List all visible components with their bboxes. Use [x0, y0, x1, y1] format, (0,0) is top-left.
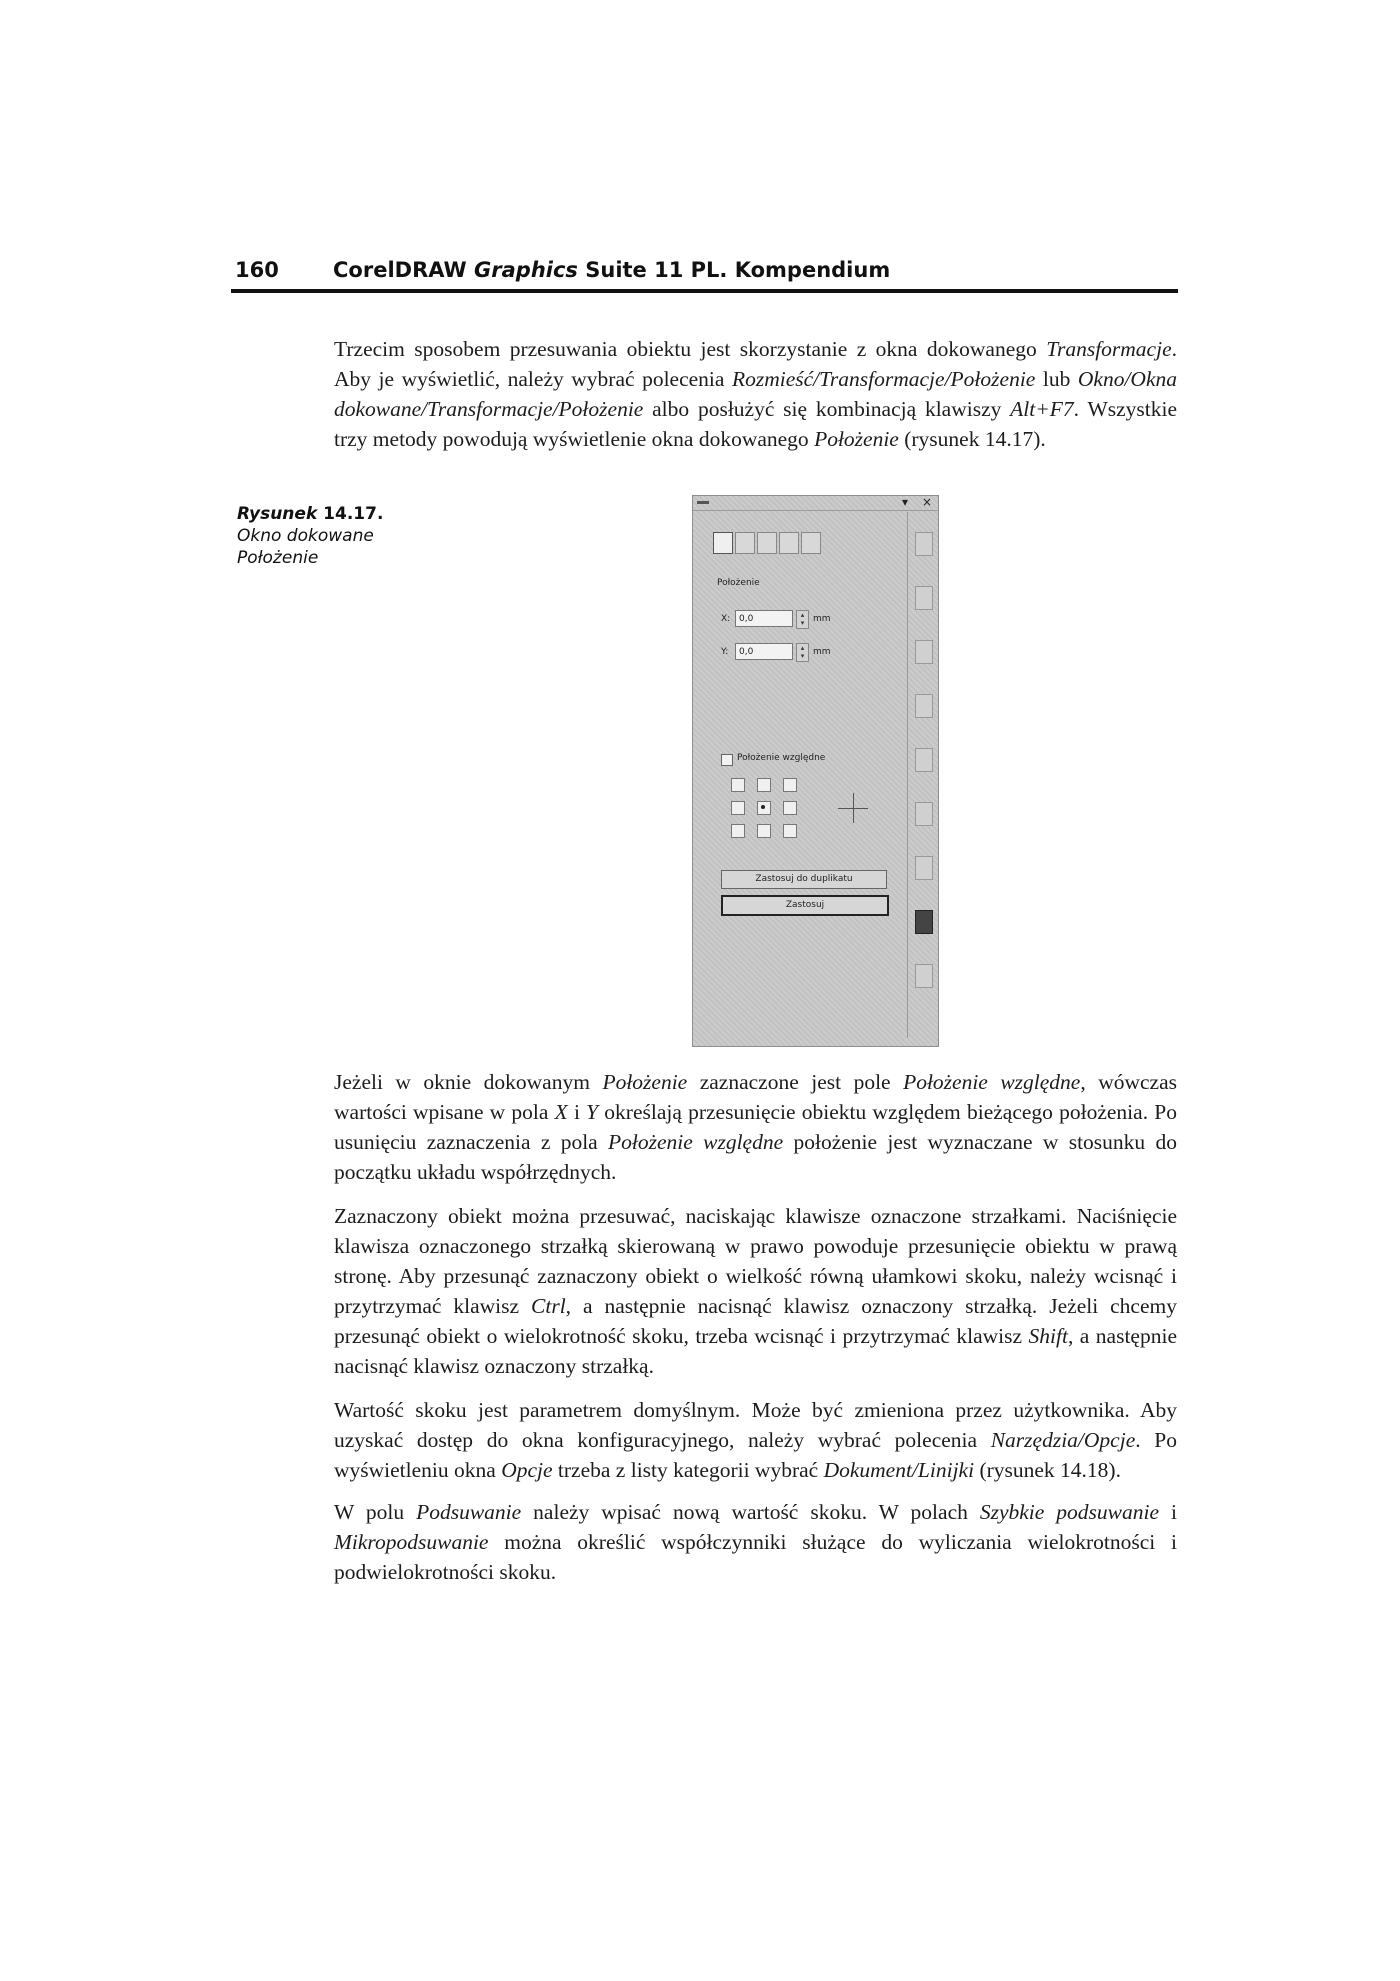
pin-icon[interactable]: ▾: [901, 495, 909, 509]
y-label: Y:: [721, 647, 729, 657]
figure-caption: [237, 503, 397, 569]
size-mode-icon[interactable]: [779, 532, 799, 554]
y-unit-label: mm: [813, 647, 831, 657]
y-spinner[interactable]: ▴ ▾: [796, 643, 809, 662]
header-rule: [231, 289, 1178, 293]
apply-button[interactable]: Zastosuj: [721, 895, 889, 916]
body-paragraph-5: W polu Podsuwanie należy wpisać nową wartość skoku. W polach Szybkie podsuwanie i Mikropodsuwanie można określić współczynniki służące do wyliczania wielokrotności i podwielokrotności skoku.: [334, 1500, 1177, 1584]
transform-mode-toolbar: [713, 532, 828, 554]
anchor-bottom-left[interactable]: [731, 824, 745, 838]
skew-mode-icon[interactable]: [801, 532, 821, 554]
anchor-top-right[interactable]: [783, 778, 797, 792]
body-paragraph-1: Trzecim sposobem przesuwania obiektu jest skorzystanie z okna dokowanego Transformacje. Aby je wyświetlić, należy wybrać polecenia Rozmieść/Transformacje/Położenie lub Okno/Okna dokowane/Transformacje/Położenie albo posłużyć się kombinacją klawiszy Alt+F7. Wszystkie trzy metody powodują wyświetlenie okna dokowanego Położenie (rysunek 14.17).: [334, 337, 1177, 451]
x-unit-label: mm: [813, 614, 831, 624]
position-docker-screenshot: [692, 495, 939, 1047]
docker-titlebar: [693, 496, 938, 511]
close-icon[interactable]: ×: [921, 495, 933, 509]
apply-to-duplicate-button[interactable]: Zastosuj do duplikatu: [721, 870, 887, 889]
side-tab-5[interactable]: [915, 748, 933, 772]
scale-mode-icon[interactable]: [757, 532, 777, 554]
anchor-middle-right[interactable]: [783, 801, 797, 815]
rotate-mode-icon[interactable]: [735, 532, 755, 554]
docker-side-tabs: [913, 532, 933, 1037]
side-tab-1[interactable]: [915, 532, 933, 556]
grip-icon: [697, 501, 709, 504]
y-position-field[interactable]: 0,0: [735, 643, 793, 660]
body-paragraph-2: Jeżeli w oknie dokowanym Położenie zaznaczone jest pole Położenie względne, wówczas wartości wpisane w pola X i Y określają przesunięcie obiektu względem bieżącego położenia. Po usunięciu zaznaczenia z pola Położenie względne położenie jest wyznaczane w stosunku do początku układu współrzędnych.: [334, 1070, 1177, 1184]
figure-caption-line-2: Położenie: [237, 548, 319, 568]
side-tab-2[interactable]: [915, 586, 933, 610]
side-tab-7[interactable]: [915, 856, 933, 880]
book-title-italic: Graphics: [474, 258, 578, 282]
position-mode-icon[interactable]: [713, 532, 733, 554]
body-paragraph-3: Zaznaczony obiekt można przesuwać, naciskając klawisze oznaczone strzałkami. Naciśnięcie klawisza oznaczonego strzałką skierowaną w prawo powoduje przesunięcie obiektu w prawą stronę. Aby przesunąć zaznaczony obiekt o wielkość równą ułamkowi skoku, należy wcisnąć i przytrzymać klawisz Ctrl, a następnie nacisnąć klawisz oznaczony strzałką. Jeżeli chcemy przesunąć obiekt o wielokrotność skoku, trzeba wcisnąć i przytrzymać klawisz Shift, a następnie nacisnąć klawisz oznaczony strzałką.: [334, 1204, 1177, 1378]
body-paragraph-4: Wartość skoku jest parametrem domyślnym. Może być zmieniona przez użytkownika. Aby uzyskać dostęp do okna konfiguracyjnego, należy wybrać polecenia Narzędzia/Opcje. Po wyświetleniu okna Opcje trzeba z listy kategorii wybrać Dokument/Linijki (rysunek 14.18).: [334, 1398, 1177, 1482]
page-number: 160: [235, 258, 279, 282]
book-title-prefix: CorelDRAW: [333, 258, 475, 282]
side-tab-6[interactable]: [915, 802, 933, 826]
x-position-field[interactable]: 0,0: [735, 610, 793, 627]
relative-position-checkbox[interactable]: [721, 754, 733, 766]
origin-crosshair-vertical: [853, 793, 854, 823]
side-tab-4[interactable]: [915, 694, 933, 718]
book-title: [333, 258, 890, 282]
book-title-suffix: Suite 11 PL. Kompendium: [577, 258, 891, 282]
x-label: X:: [721, 614, 731, 624]
side-tab-3[interactable]: [915, 640, 933, 664]
anchor-top-left[interactable]: [731, 778, 745, 792]
anchor-bottom-center[interactable]: [757, 824, 771, 838]
side-tab-9[interactable]: [915, 964, 933, 988]
docker-pane: [702, 512, 908, 1038]
side-tab-8[interactable]: [915, 910, 933, 934]
anchor-center[interactable]: [757, 801, 771, 815]
x-spinner[interactable]: ▴ ▾: [796, 610, 809, 629]
anchor-bottom-right[interactable]: [783, 824, 797, 838]
anchor-top-center[interactable]: [757, 778, 771, 792]
relative-position-label: Położenie względne: [737, 753, 826, 763]
running-header: [232, 256, 1177, 290]
figure-caption-line-1: Okno dokowane: [237, 526, 374, 546]
figure-label: Rysunek 14.17.: [237, 504, 384, 524]
position-section-label: Położenie: [717, 578, 760, 588]
anchor-middle-left[interactable]: [731, 801, 745, 815]
